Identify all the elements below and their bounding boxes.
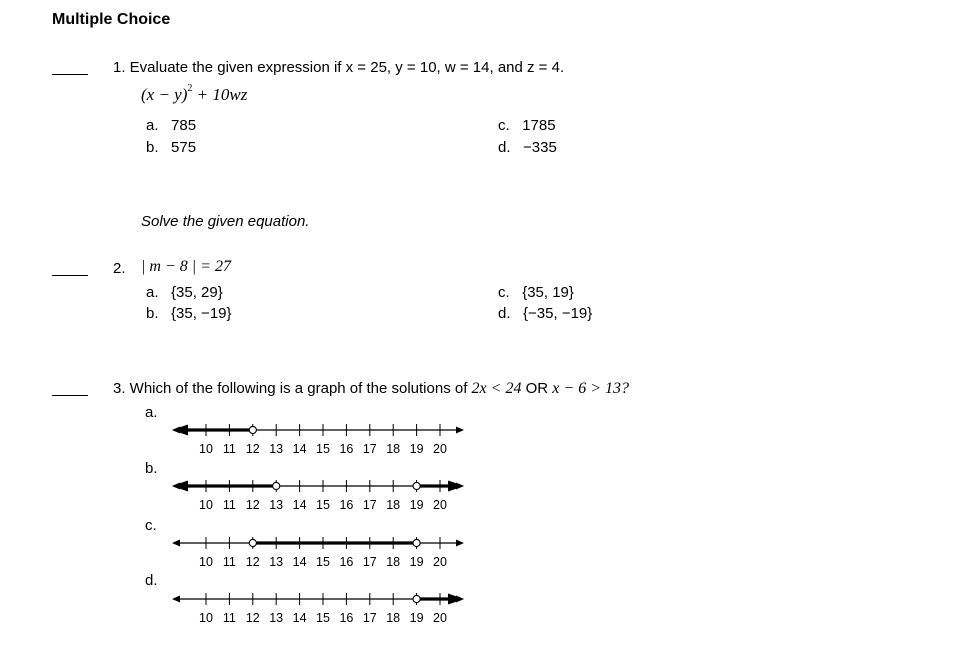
question-2-equation: | m − 8 | = 27 <box>141 258 231 275</box>
axis-arrow-left <box>172 596 180 603</box>
option-letter: b. <box>146 305 159 322</box>
answer-blank-1[interactable] <box>52 74 88 75</box>
expr-base: (x − y) <box>141 85 188 104</box>
q1-option-a[interactable] <box>146 117 196 134</box>
option-letter: a. <box>146 117 159 134</box>
q2-option-c[interactable] <box>498 284 574 301</box>
expr-exponent: 2 <box>187 83 193 94</box>
q1-option-d[interactable] <box>498 139 557 156</box>
tick-label: 16 <box>339 442 354 456</box>
open-point <box>413 595 420 602</box>
q2-option-d[interactable] <box>498 305 592 322</box>
tick-label: 16 <box>339 611 354 625</box>
question-1-text: 1. Evaluate the given expression if x = 25, y = 10, w = 14, and z = 4. <box>113 59 565 76</box>
number-line-svg <box>172 587 464 631</box>
tick-label: 18 <box>386 498 401 512</box>
number-line-svg <box>172 474 464 518</box>
option-value: {−35, −19} <box>523 305 593 322</box>
question-2-number: 2. <box>113 260 126 277</box>
tick-label: 15 <box>316 498 330 512</box>
tick-label: 10 <box>199 555 213 569</box>
instruction-text: Solve the given equation. <box>141 213 310 230</box>
open-point <box>273 482 280 489</box>
open-point <box>249 539 256 546</box>
tick-label: 16 <box>339 555 354 569</box>
option-letter: d. <box>498 305 511 322</box>
tick-label: 11 <box>222 442 236 456</box>
q2-option-a[interactable] <box>146 284 223 301</box>
tick-label: 13 <box>269 442 284 456</box>
q2-option-b[interactable] <box>146 305 232 322</box>
q3-graph-a[interactable] <box>172 418 464 462</box>
q3-letter-a[interactable]: a. <box>145 404 158 421</box>
tick-label: 11 <box>222 555 236 569</box>
tick-label: 20 <box>433 498 447 512</box>
section-heading: Multiple Choice <box>52 11 171 28</box>
open-point <box>249 426 256 433</box>
question-3-text <box>113 380 629 398</box>
option-letter: c. <box>498 284 510 301</box>
q3-letter-d[interactable]: d. <box>145 572 158 589</box>
option-letter: c. <box>498 117 510 134</box>
axis-arrow-left <box>172 540 180 547</box>
tick-label: 18 <box>386 442 401 456</box>
shade-arrow-right <box>448 594 464 605</box>
tick-label: 14 <box>292 555 307 569</box>
tick-label: 17 <box>362 611 377 625</box>
option-value: 785 <box>171 117 197 134</box>
q3-letter-c[interactable]: c. <box>145 517 157 534</box>
axis-arrow-right <box>456 540 464 547</box>
number-line-svg <box>172 531 464 575</box>
tick-label: 17 <box>362 442 377 456</box>
tick-label: 20 <box>433 611 447 625</box>
option-value: 575 <box>171 139 197 156</box>
tick-label: 12 <box>245 555 260 569</box>
tick-label: 13 <box>269 611 284 625</box>
q1-option-b[interactable] <box>146 139 196 156</box>
tick-label: 14 <box>292 611 307 625</box>
q3-inequality-1: 2x < 24 <box>471 380 522 397</box>
tick-label: 15 <box>316 555 330 569</box>
tick-label: 13 <box>269 555 284 569</box>
tick-label: 14 <box>292 442 307 456</box>
answer-blank-3[interactable] <box>52 395 88 396</box>
q3-inequality-2: x − 6 > 13? <box>552 380 629 397</box>
option-letter: b. <box>146 139 159 156</box>
tick-label: 17 <box>362 555 377 569</box>
tick-label: 12 <box>245 442 260 456</box>
tick-label: 15 <box>316 442 330 456</box>
option-value: 1785 <box>522 117 556 134</box>
question-1-expression <box>141 85 247 105</box>
q3-or: OR <box>521 380 553 397</box>
tick-label: 12 <box>245 498 260 512</box>
tick-label: 10 <box>199 498 213 512</box>
shade-arrow-left <box>172 425 188 436</box>
shade-arrow-left <box>172 481 188 492</box>
tick-label: 20 <box>433 442 447 456</box>
q3-graph-d[interactable] <box>172 587 464 631</box>
tick-label: 11 <box>222 498 236 512</box>
option-letter: a. <box>146 284 159 301</box>
number-line-svg <box>172 418 464 462</box>
open-point <box>413 482 420 489</box>
tick-label: 19 <box>409 498 424 512</box>
open-point <box>413 539 420 546</box>
axis-arrow-right <box>456 427 464 434</box>
q3-graph-c[interactable] <box>172 531 464 575</box>
tick-label: 11 <box>222 611 236 625</box>
q3-graph-b[interactable] <box>172 474 464 518</box>
tick-label: 13 <box>269 498 284 512</box>
tick-label: 12 <box>245 611 260 625</box>
tick-label: 18 <box>386 611 401 625</box>
tick-label: 15 <box>316 611 330 625</box>
tick-label: 19 <box>409 442 424 456</box>
expr-rest: + 10wz <box>192 85 248 104</box>
shade-arrow-right <box>448 481 464 492</box>
tick-label: 20 <box>433 555 447 569</box>
tick-label: 19 <box>409 611 424 625</box>
tick-label: 18 <box>386 555 401 569</box>
tick-label: 19 <box>409 555 424 569</box>
tick-label: 16 <box>339 498 354 512</box>
q3-prompt: 3. Which of the following is a graph of the solutions of <box>113 380 472 397</box>
q1-option-c[interactable] <box>498 117 556 134</box>
option-value: {35, −19} <box>171 305 232 322</box>
tick-label: 17 <box>362 498 377 512</box>
option-value: −335 <box>523 139 557 156</box>
option-value: {35, 29} <box>171 284 223 301</box>
tick-label: 10 <box>199 611 213 625</box>
tick-label: 10 <box>199 442 213 456</box>
option-letter: d. <box>498 139 511 156</box>
q3-letter-b[interactable]: b. <box>145 460 158 477</box>
tick-label: 14 <box>292 498 307 512</box>
option-value: {35, 19} <box>522 284 574 301</box>
answer-blank-2[interactable] <box>52 275 88 276</box>
